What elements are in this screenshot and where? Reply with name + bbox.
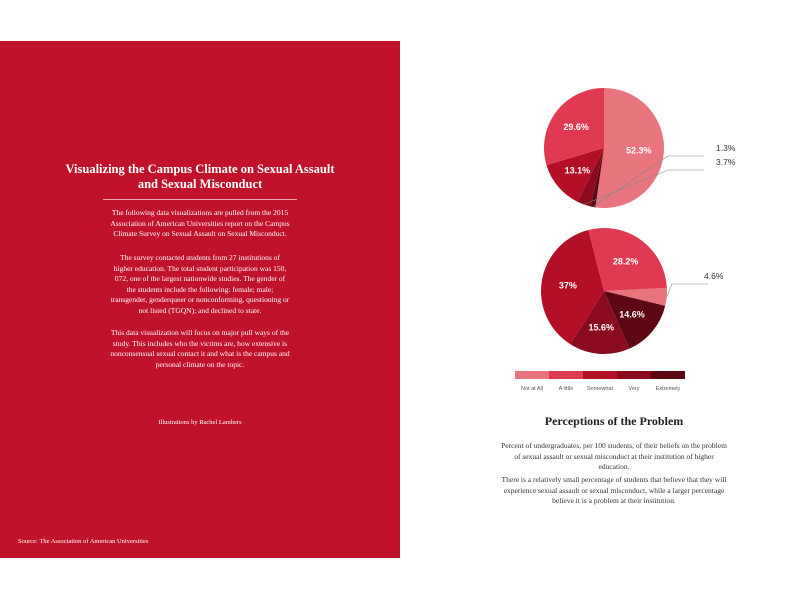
legend-swatch-extremely — [651, 371, 685, 379]
source-note: Source: The Association of American Universities — [18, 538, 149, 545]
pie-label-outside: 3.7% — [716, 157, 736, 167]
pie-label-outside: 1.3% — [716, 143, 736, 153]
chart-heading: Perceptions of the Problem — [544, 414, 684, 428]
chart-description: Percent of undergraduates, per 100 students, of their beliefs on the problem of sexual assault or sexual misconduct at their institution of higher education. — [501, 441, 727, 471]
legend-swatch-very — [617, 371, 651, 379]
pie-label: 28.2% — [612, 256, 639, 267]
chart-summary: There is a relatively small percentage of students that believe that they will experience sexual assault or sexual misconduct, while a larger percentage believe it is a problem at their institution. — [501, 475, 727, 505]
pie-chart-1 — [544, 88, 736, 208]
legend-label: Not at All — [520, 386, 544, 392]
legend-label: A little — [558, 386, 574, 392]
legend-label: Very — [628, 386, 640, 392]
pie-leader-line — [667, 284, 708, 297]
page-title: Visualizing the Campus Climate on Sexual Assault and Sexual Misconduct — [65, 162, 335, 191]
illustration-credit: Illustrations by Rachel Lambers — [158, 419, 242, 426]
intro-paragraph-2: The survey contacted students from 27 institutions of higher education. The total student participation was 150, 072, one of the largest nationwide studies. The gender of the students include the following: female; male; transgender, genderqueer or nonconforming, questioning or not listed (TGQN); and declined to state. — [110, 253, 290, 315]
title-divider — [103, 199, 297, 200]
pie-label: 14.6% — [619, 309, 645, 320]
legend — [515, 371, 685, 392]
pie-label: 29.6% — [563, 122, 589, 133]
legend-swatch-not-at-all — [515, 371, 549, 379]
pie-label: 37% — [558, 280, 577, 291]
pie-label-outside: 4.6% — [704, 271, 724, 281]
legend-label: Extremely — [655, 386, 681, 392]
legend-swatch-somewhat — [583, 371, 617, 379]
intro-paragraph-1: The following data visualizations are pulled from the 2015 Association of American Universities report on the Campus Climate Survey on Sexual Assault on Sexual Misconduct. — [110, 208, 290, 238]
pie-charts — [400, 0, 800, 600]
pie-label: 15.6% — [588, 322, 615, 333]
legend-swatch-a-little — [549, 371, 583, 379]
legend-label: Somewhat — [587, 386, 613, 392]
pie-label: 13.1% — [564, 165, 591, 176]
intro-paragraph-3: This data visualization will focus on major pull ways of the study. This includes who the victims are, how extensive is nonconsensual sexual contact it and what is the campus and personal climate on the topic. — [110, 328, 290, 369]
pie-chart-2 — [541, 228, 724, 354]
pie-label: 52.3% — [625, 145, 652, 156]
chart-panel — [400, 0, 800, 600]
intro-panel — [0, 41, 400, 558]
